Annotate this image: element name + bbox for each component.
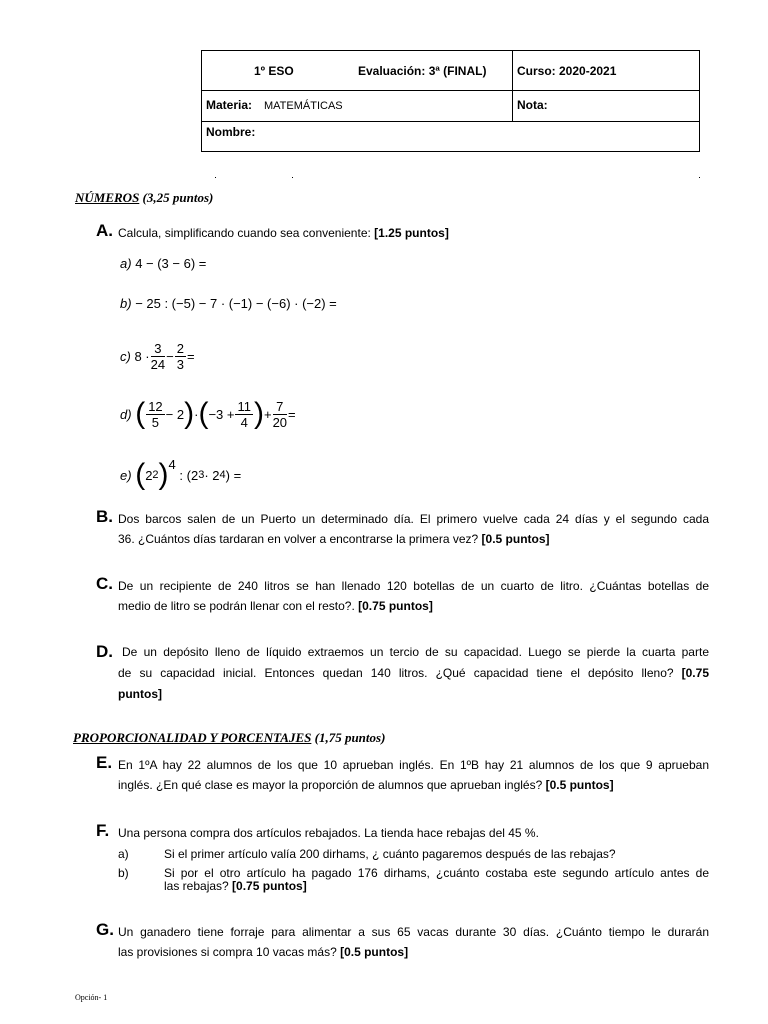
stray-mark xyxy=(699,177,700,178)
exercise-expression: − 25 : (−5) − 7 · (−1) − (−6) · (−2) = xyxy=(135,296,337,311)
section-title-proporcionalidad xyxy=(73,730,385,746)
fraction-denominator: 3 xyxy=(176,356,184,372)
question-f-b-line1: Si por el otro artículo ha pagado 176 dirhams, ¿cuánto costaba este segundo artículo antes de xyxy=(164,866,709,880)
exercise-operator: − xyxy=(166,348,174,364)
exercise-equals: = xyxy=(288,406,296,422)
question-e-line2 xyxy=(118,775,614,795)
question-c-line1: De un recipiente de 240 litros se han llenado 120 botellas de un cuarto de litro. ¿Cuántas botellas de xyxy=(118,579,709,593)
left-paren: ( xyxy=(135,458,146,491)
question-a-points: [1.25 puntos] xyxy=(374,226,449,240)
question-e-text: inglés. ¿En qué clase es mayor la proporción de alumnos que aprueban inglés? xyxy=(118,778,546,792)
left-paren: ( xyxy=(135,397,146,430)
section-title-text: NÚMEROS xyxy=(75,190,140,205)
stray-mark xyxy=(292,177,293,178)
question-letter-b: B. xyxy=(96,507,113,526)
question-f-b-text: las rebajas? xyxy=(164,879,233,893)
question-letter-c: C. xyxy=(96,574,113,593)
subject-value: MATEMÁTICAS xyxy=(264,100,343,112)
exercise-c xyxy=(120,336,195,376)
question-letter-d: D. xyxy=(96,642,113,661)
header-divider xyxy=(512,51,513,121)
footer-option: Opción- 1 xyxy=(75,993,108,1002)
exercise-a xyxy=(120,256,206,271)
question-f-b-line2 xyxy=(164,880,307,893)
question-letter-f: F. xyxy=(96,821,110,840)
stray-mark xyxy=(215,177,216,178)
exercise-term: · 2 xyxy=(204,467,220,483)
question-a-statement: Calcula, simplificando cuando sea conveniente: xyxy=(118,226,375,240)
fraction-denominator: 24 xyxy=(150,356,166,372)
section-title-numeros xyxy=(75,190,213,206)
exercise-label: d) xyxy=(120,406,132,422)
question-letter-a: A. xyxy=(96,221,113,240)
grade-label: Nota: xyxy=(517,98,548,112)
exercise-label: c) xyxy=(120,348,131,364)
right-paren: ) xyxy=(158,458,169,491)
fraction xyxy=(175,341,186,372)
level-label: 1º ESO xyxy=(254,64,294,78)
fraction-numerator: 3 xyxy=(151,341,165,357)
question-f-a-label: a) xyxy=(118,847,129,861)
power-exponent: 3 xyxy=(198,469,205,481)
question-f-b-label: b) xyxy=(118,866,129,880)
question-d-points: [0.75 xyxy=(681,666,709,680)
fraction-numerator: 11 xyxy=(237,398,251,414)
fraction xyxy=(273,399,287,430)
question-g-points: [0.5 puntos] xyxy=(340,945,409,959)
fraction-denominator: 20 xyxy=(272,414,288,430)
fraction xyxy=(146,399,164,430)
exercise-label: a) xyxy=(120,256,132,271)
right-paren: ) xyxy=(253,397,264,430)
fraction-numerator: 7 xyxy=(273,399,287,415)
exercise-operator: + xyxy=(263,406,272,422)
question-d-line2 xyxy=(118,663,709,683)
question-a-text xyxy=(118,223,449,243)
header-table xyxy=(201,50,700,152)
question-e-points: [0.5 puntos] xyxy=(545,778,614,792)
power-exponent: 2 xyxy=(152,469,159,481)
fraction-numerator: 12 xyxy=(148,398,163,414)
exercise-expression: 4 − (3 − 6) = xyxy=(135,256,207,271)
question-f-points: [0.75 puntos] xyxy=(232,879,307,893)
exercise-term: − 2 xyxy=(165,406,185,422)
fraction-denominator: 4 xyxy=(240,414,248,430)
name-label: Nombre: xyxy=(206,125,256,139)
fraction-numerator: 2 xyxy=(176,340,184,356)
section-title-text: PROPORCIONALIDAD Y PORCENTAJES xyxy=(73,730,312,745)
question-g-line1: Un ganadero tiene forraje para alimentar a sus 65 vacas durante 30 días. ¿Cuánto tiempo le durarán xyxy=(118,925,709,939)
right-paren: ) xyxy=(184,397,195,430)
header-rule xyxy=(202,121,699,122)
exercise-term: −3 + xyxy=(208,406,235,422)
question-e-line1: En 1ºA hay 22 alumnos de los que 10 aprueban inglés. En 1ºB hay 21 alumnos de los que 9 aprueban xyxy=(118,758,709,772)
fraction-denominator: 5 xyxy=(151,414,160,430)
course-label: Curso: 2020-2021 xyxy=(517,64,617,78)
power-exponent: 4 xyxy=(219,469,226,481)
question-c-text: medio de litro se podrán llenar con el resto?. xyxy=(118,599,359,613)
question-c-points: [0.75 puntos] xyxy=(358,599,433,613)
question-letter-g: G. xyxy=(96,920,114,939)
question-d-line1: De un depósito lleno de líquido extraemos un tercio de su capacidad. Luego se pierde la cuarta parte xyxy=(122,645,709,659)
question-g-text: las provisiones si compra 10 vacas más? xyxy=(118,945,341,959)
question-b-points: [0.5 puntos] xyxy=(481,532,550,546)
subject-label: Materia: xyxy=(206,98,253,112)
exercise-d xyxy=(120,394,296,434)
header-rule xyxy=(202,90,699,91)
left-paren: ( xyxy=(198,397,209,430)
question-d-text: de su capacidad inicial. Entonces quedan 140 litros. ¿Qué capacidad tiene el depósito lleno? xyxy=(118,666,682,680)
question-c-line2 xyxy=(118,596,433,616)
question-b-text: 36. ¿Cuántos días tardaran en volver a encontrarse la primera vez? xyxy=(118,532,482,546)
exercise-label: b) xyxy=(120,296,132,311)
question-letter-e: E. xyxy=(96,753,113,772)
question-b-line1: Dos barcos salen de un Puerto un determinado día. El primero vuelve cada 24 días y el segundo cada xyxy=(118,512,709,526)
question-f-a-text: Si el primer artículo valía 200 dirhams, ¿ cuánto pagaremos después de las rebajas? xyxy=(164,847,616,861)
fraction xyxy=(151,341,165,372)
exercise-e xyxy=(120,455,241,495)
evaluation-label: Evaluación: 3ª (FINAL) xyxy=(358,64,487,78)
power-base: 2 xyxy=(145,467,153,483)
exercise-label: e) xyxy=(120,467,132,483)
question-d-points-cont: puntos] xyxy=(118,687,162,701)
fraction xyxy=(235,399,253,430)
exercise-equals: = xyxy=(186,348,195,364)
power-exponent: 4 xyxy=(168,457,176,472)
exercise-term: ) = xyxy=(225,467,242,483)
exercise-term: : (2 xyxy=(179,467,199,483)
section-points: (3,25 puntos) xyxy=(142,190,214,205)
section-points: (1,75 puntos) xyxy=(314,730,386,745)
exercise-b xyxy=(120,296,337,311)
question-f-intro: Una persona compra dos artículos rebajados. La tienda hace rebajas del 45 %. xyxy=(118,826,539,840)
exercise-operator: · xyxy=(194,406,199,422)
question-g-line2 xyxy=(118,942,408,962)
exercise-term: 8 · xyxy=(134,348,150,364)
question-b-line2 xyxy=(118,529,550,549)
